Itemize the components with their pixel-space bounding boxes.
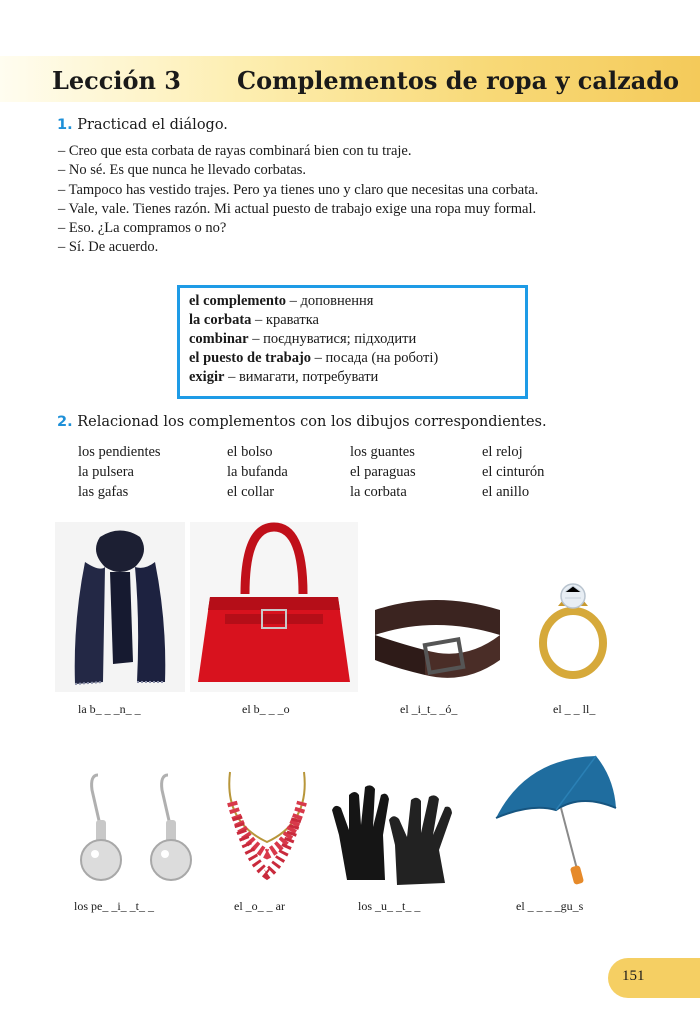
word: el reloj <box>482 444 523 460</box>
exercise-2-instruction: Relacionad los complementos con los dibujos correspondientes. <box>77 414 547 430</box>
vocabulary-box <box>177 285 528 399</box>
word: el anillo <box>482 484 530 500</box>
vocab-entry <box>189 292 525 311</box>
word: las gafas <box>78 484 129 500</box>
vocab-term: la corbata <box>189 312 252 328</box>
vocab-term: combinar <box>189 331 249 347</box>
word: la pulsera <box>78 464 134 480</box>
gloves-icon <box>327 775 467 890</box>
vocab-term: el puesto de trabajo <box>189 350 312 366</box>
exercise-1-instruction: Practicad el diálogo. <box>77 117 228 133</box>
vocab-entry <box>189 330 525 349</box>
vocab-entry <box>189 368 525 387</box>
handbag-icon <box>190 522 358 692</box>
vocab-entry <box>189 349 525 368</box>
item-caption: el _o_ _ ar <box>234 899 285 913</box>
word-column <box>482 442 544 502</box>
lesson-title: Complementos de ropa y calzado <box>237 66 680 95</box>
dialog-line: – Creo que esta corbata de rayas combinará bien con tu traje. <box>58 143 412 159</box>
word: la corbata <box>350 484 407 500</box>
word: el cinturón <box>482 464 545 480</box>
word: la bufanda <box>227 464 288 480</box>
vocab-term: exigir <box>189 369 225 385</box>
dialog <box>58 142 640 258</box>
item-caption: el _i_t_ _ó_ <box>400 702 458 716</box>
vocab-entry <box>189 311 525 330</box>
word-column <box>227 442 288 502</box>
vocab-translation: – посада (на роботі) <box>311 350 439 366</box>
umbrella-icon <box>486 748 626 893</box>
dialog-line: – Tampoco has vestido trajes. Pero ya tienes uno y claro que necesitas una corbata. <box>58 181 539 198</box>
exercise-2-heading <box>57 414 547 430</box>
exercise-1-heading <box>57 117 228 133</box>
dialog-line: – No sé. Es que nunca he llevado corbatas. <box>58 162 307 179</box>
item-caption: el _ _ ll_ <box>553 702 596 716</box>
necklace-icon <box>212 762 322 892</box>
word-column <box>350 442 416 502</box>
word: el paraguas <box>350 464 416 480</box>
dialog-line: – Sí. De acuerdo. <box>58 239 159 256</box>
exercise-2-number: 2. <box>57 414 73 430</box>
word: el collar <box>227 484 275 500</box>
item-caption: los _u_ _t_ _ <box>358 899 421 913</box>
belt-icon <box>365 590 510 690</box>
vocab-translation: – доповнення <box>286 293 374 309</box>
dialog-line: – Vale, vale. Tienes razón. Mi actual puesto de trabajo exige una ropa muy formal. <box>58 200 537 217</box>
word-column <box>78 442 161 502</box>
vocab-term: el complemento <box>189 293 287 309</box>
word: los pendientes <box>78 444 161 460</box>
item-caption: el b_ _ _o <box>242 702 290 716</box>
scarf-icon <box>55 522 185 692</box>
lesson-number: Lección 3 <box>52 66 181 95</box>
item-caption: los pe_ _i_ _t_ _ <box>74 899 154 913</box>
item-caption: la b_ _ _n_ _ <box>78 702 141 716</box>
earrings-icon <box>70 765 200 890</box>
word: los guantes <box>350 444 415 460</box>
ring-icon <box>518 568 628 683</box>
page-number: 151 <box>622 968 645 984</box>
dialog-line: – Eso. ¿La compramos o no? <box>58 220 227 237</box>
vocab-translation: – краватка <box>251 312 319 328</box>
vocab-translation: – поєднуватися; підходити <box>248 331 417 347</box>
exercise-1-number: 1. <box>57 117 73 133</box>
vocab-translation: – вимагати, потребувати <box>224 369 379 385</box>
item-caption: el _ _ _ _gu_s <box>516 899 584 913</box>
word: el bolso <box>227 444 273 460</box>
